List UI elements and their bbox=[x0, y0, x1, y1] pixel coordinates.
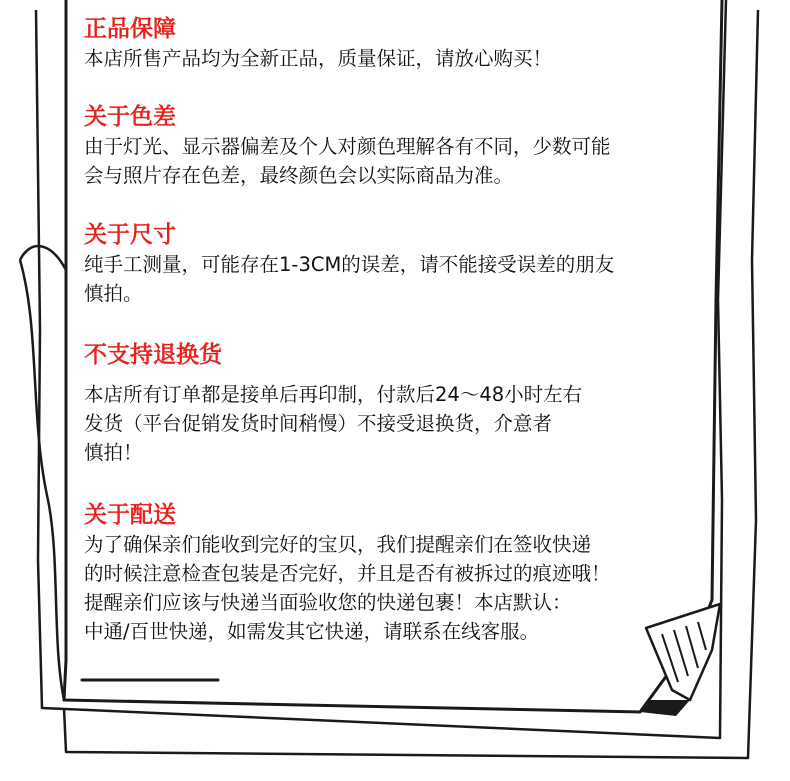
body-line: 由于灯光、显示器偏差及个人对颜色理解各有不同，少数可能 bbox=[84, 135, 611, 158]
body-line: 本店所售产品均为全新正品，质量保证，请放心购买！ bbox=[84, 47, 553, 70]
section-quality-guarantee bbox=[84, 14, 552, 73]
body-line: 中通/百世快递，如需发其它快递，请联系在线客服。 bbox=[84, 620, 540, 643]
body-line: 纯手工测量，可能存在1-3CM的误差，请不能接受误差的朋友 bbox=[84, 253, 615, 276]
section-title: 正品保障 bbox=[84, 16, 176, 42]
section-body bbox=[84, 380, 582, 467]
section-title: 不支持退换货 bbox=[84, 342, 222, 368]
body-line: 发货（平台促销发货时间稍慢）不接受退换货，介意者 bbox=[84, 412, 553, 435]
section-title: 关于色差 bbox=[84, 104, 176, 130]
section-title: 关于尺寸 bbox=[84, 222, 176, 248]
section-body bbox=[84, 44, 552, 73]
body-line: 慎拍！ bbox=[84, 441, 143, 464]
body-line: 提醒亲们应该与快递当面验收您的快递包裹！本店默认： bbox=[84, 591, 572, 614]
section-no-returns bbox=[84, 340, 582, 467]
body-line: 慎拍。 bbox=[84, 282, 143, 305]
section-size bbox=[84, 220, 614, 308]
body-line: 本店所有订单都是接单后再印制，付款后24～48小时左右 bbox=[84, 383, 583, 406]
section-color-difference bbox=[84, 102, 611, 190]
body-line: 的时候注意检查包装是否完好，并且是否有被拆过的痕迹哦！ bbox=[84, 562, 611, 585]
section-title: 关于配送 bbox=[84, 502, 176, 528]
section-body bbox=[84, 132, 611, 190]
section-shipping bbox=[84, 500, 611, 646]
section-body bbox=[84, 530, 611, 646]
body-line: 为了确保亲们能收到完好的宝贝，我们提醒亲们在签收快递 bbox=[84, 533, 592, 556]
section-body bbox=[84, 250, 614, 308]
body-line: 会与照片存在色差，最终颜色会以实际商品为准。 bbox=[84, 164, 514, 187]
